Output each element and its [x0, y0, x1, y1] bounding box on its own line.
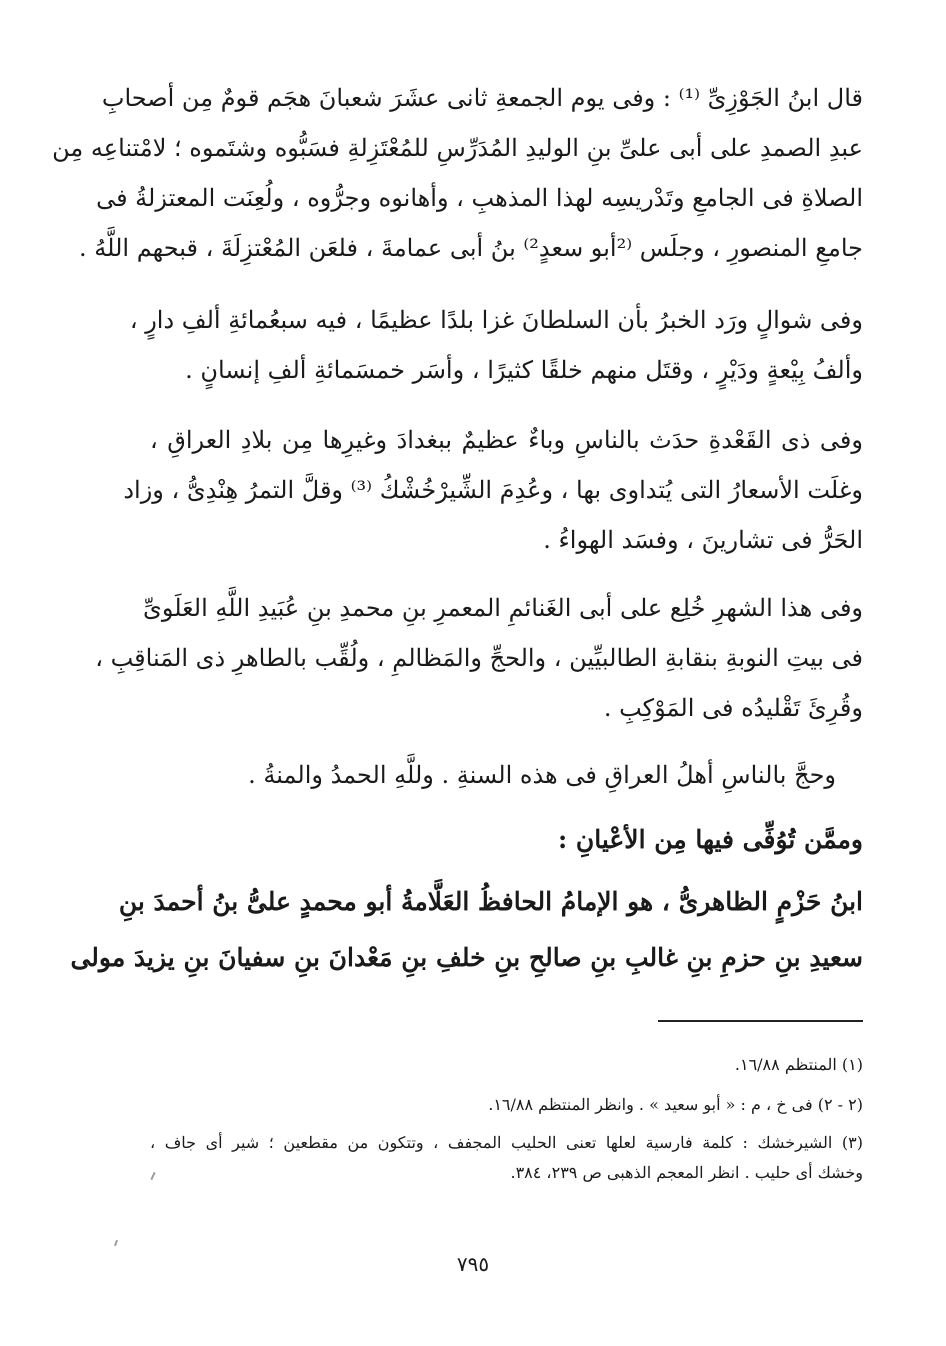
- body-line: وغلَت الأسعارُ التى يُتداوى بها ، وعُدِمَ الشِّيرْخُشْكُ ⁽³⁾ وقلَّ التمرُ هِنْدِىُّ ، وزاد: [123, 476, 863, 504]
- body-line: وحجَّ بالناسِ أهلُ العراقِ فى هذه السنةِ . وللَّهِ الحمدُ والمنةُ .: [248, 761, 836, 789]
- body-line: وقُرِئَ تَقْليدُه فى المَوْكِبِ .: [603, 694, 863, 722]
- body-line: وألفُ بِيْعةٍ ودَيْرٍ ، وقتَل منهم خلقًا كثيرًا ، وأسَر خمسَمائةِ ألفِ إنسانٍ .: [185, 356, 863, 384]
- footnote: (٢ - ٢) فى خ ، م : « أبو سعيد » . وانظر المنتظم ١٦/٨٨.: [488, 1095, 863, 1114]
- footnote: وخشك أى حليب . انظر المعجم الذهبى ص ٢٣٩، ٣٨٤.: [510, 1163, 863, 1182]
- footnote-divider: [658, 1020, 863, 1022]
- body-line: جامعِ المنصورِ ، وجلَس ⁽²أبو سعدٍ²⁾ بنُ أبى عمامةَ ، فلعَن المُعْتزِلَةَ ، قبحهم اللَّهُ .: [79, 234, 863, 262]
- body-line: ابنُ حَزْمٍ الظاهرىُّ ، هو الإمامُ الحافظُ العَلَّامةُ أبو محمدٍ علىُّ بنُ أحمدَ بنِ: [118, 887, 863, 916]
- body-line: الصلاةِ فى الجامعِ وتَدْريسِه لهذا المذهبِ ، وأهانوه وجرُّوه ، ولُعِنَت المعتزلةُ فى: [96, 184, 863, 212]
- body-line: فى بيتِ النوبةِ بنقابةِ الطالبيِّين ، والحجِّ والمَظالمِ ، ولُقِّب بالطاهرِ ذى المَناقِبِ ،: [95, 644, 863, 672]
- body-line: وفى شوالٍ ورَد الخبرُ بأن السلطانَ غزا بلدًا عظيمًا ، فيه سبعُمائةِ ألفِ دارٍ ،: [129, 306, 863, 334]
- body-line: سعيدِ بنِ حزمِ بنِ غالبِ بنِ صالحِ بنِ خلفِ بنِ مَعْدانَ بنِ سفيانَ بنِ يزيدَ مولى: [70, 943, 863, 972]
- body-line: عبدِ الصمدِ على أبى علىِّ بنِ الوليدِ المُدَرِّسِ للمُعْتَزِلةِ فسَبُّوه وشتَموه ؛ لامْتناعِه مِن: [52, 134, 863, 162]
- section-heading: وممَّن تُوُفِّى فيها مِن الأعْيانِ :: [557, 825, 863, 854]
- body-line: وفى هذا الشهرِ خُلِع على أبى الغَنائمِ المعمرِ بنِ محمدِ بنِ عُبَيدِ اللَّهِ العَلَوىِّ: [143, 594, 863, 622]
- page-number: ٧٩٥: [456, 1252, 490, 1276]
- footnote: (٣) الشيرخشك : كلمة فارسية لعلها تعنى الحليب المجفف ، وتتكون من مقطعين ؛ شير أى جاف ،: [150, 1133, 864, 1152]
- body-line: الحَرُّ فى تشارينَ ، وفسَد الهواءُ .: [543, 526, 863, 554]
- scan-speck: [114, 1240, 118, 1246]
- footnote: (١) المنتظم ١٦/٨٨.: [734, 1055, 863, 1074]
- body-line: قال ابنُ الجَوْزِىِّ ⁽¹⁾ : وفى يوم الجمعةِ ثانى عشَرَ شعبانَ هجَم قومٌ مِن أصحابِ: [101, 84, 863, 112]
- body-line: وفى ذى القَعْدةِ حدَث بالناسِ وباءٌ عظيمٌ ببغدادَ وغيرِها مِن بلادِ العراقِ ،: [150, 426, 863, 454]
